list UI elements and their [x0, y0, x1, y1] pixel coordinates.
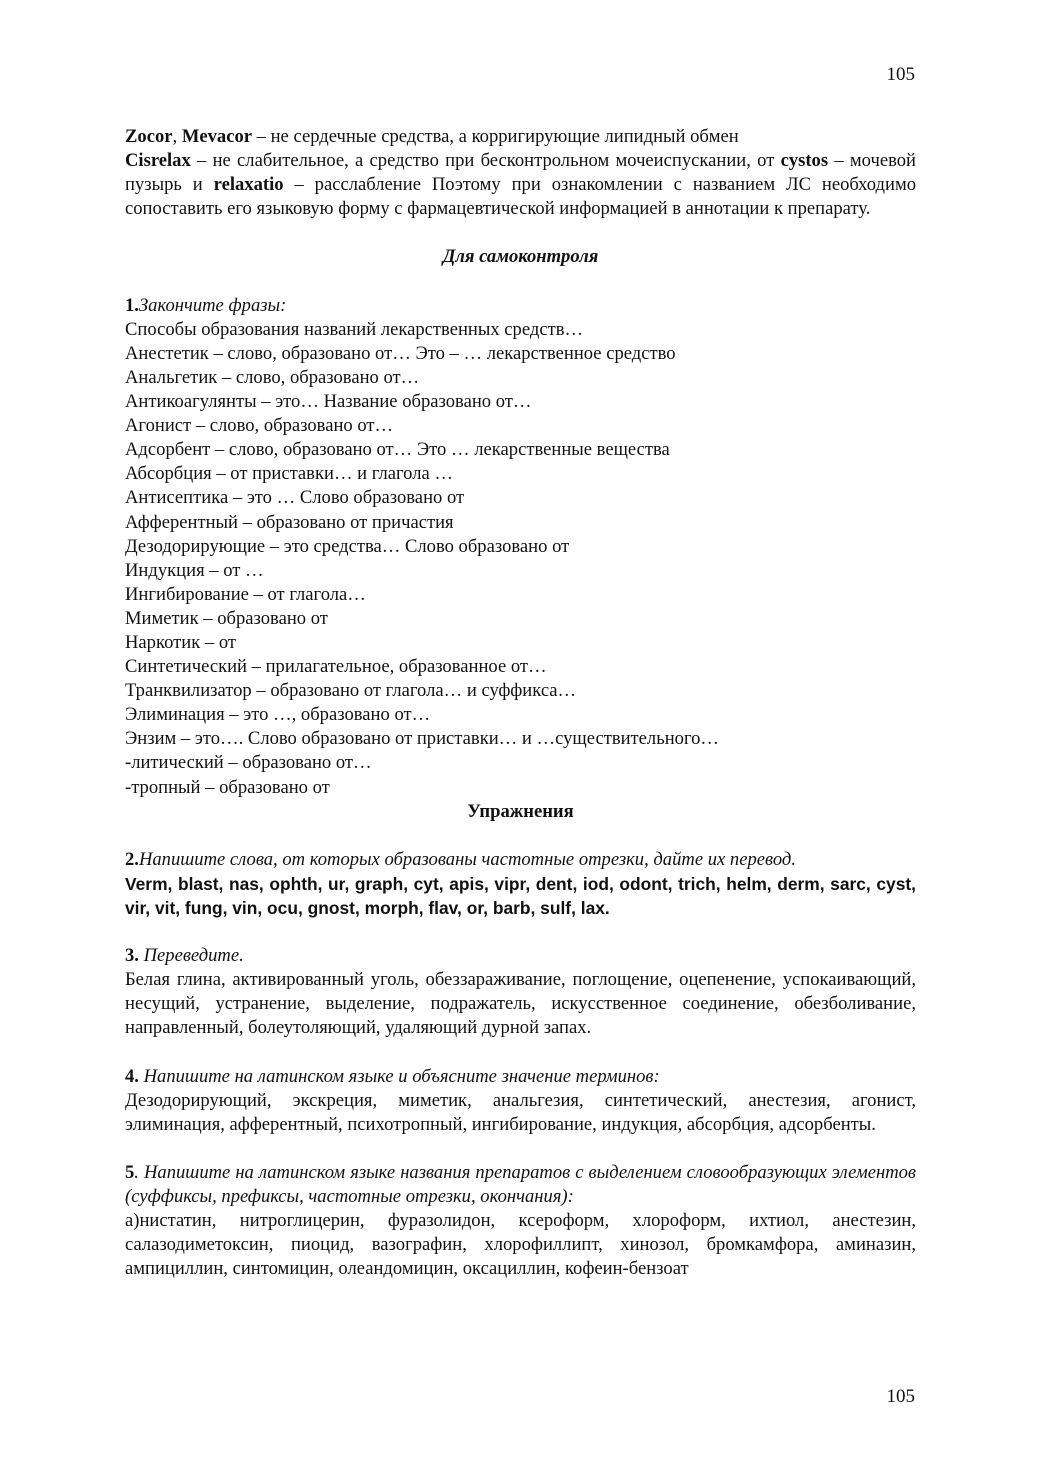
exercises-heading: Упражнения	[467, 800, 574, 822]
phrase-line: Синтетический – прилагательное, образованное от…	[125, 656, 547, 678]
exercise-3-title: Переведите.	[138, 945, 244, 967]
term-cystos: cystos	[780, 150, 829, 172]
phrase-line: Ингибирование – от глагола…	[125, 583, 366, 605]
term-mevacor: Mevacor	[181, 126, 253, 147]
phrase-line: Дезодорирующие – это средства… Слово образовано от	[125, 535, 570, 557]
phrase-line: Энзим – это…. Слово образовано от приставки… и …существительного…	[125, 728, 719, 750]
phrase-line: Афферентный – образовано от причастия	[125, 511, 454, 533]
phrase-line: Абсорбция – от приставки… и глагола …	[125, 463, 453, 485]
exercise-4-title: Напишите на латинском языке и объясните значение терминов:	[138, 1065, 660, 1087]
exercise-4-number: 4.	[125, 1065, 139, 1087]
page-number-bottom: 105	[886, 1386, 915, 1407]
intro-line1-text: – не сердечные средства, а корригирующие липидный обмен	[252, 126, 739, 147]
task-1-title: Закончите фразы:	[138, 294, 287, 316]
intro-comma: ,	[172, 126, 182, 147]
phrase-line: -тропный – образовано от	[125, 776, 330, 798]
phrase-line: Адсорбент – слово, образовано от… Это … лекарственные вещества	[125, 439, 670, 461]
task-1-number: 1.	[125, 294, 139, 316]
intro-line-1	[125, 125, 916, 149]
phrase-line: Антикоагулянты – это… Название образовано от…	[125, 391, 532, 413]
intro-text-b: – мочевой пузырь и	[125, 150, 916, 196]
phrase-line: Способы образования названий лекарственных средств…	[125, 318, 584, 340]
phrase-line: Анальгетик – слово, образовано от…	[125, 366, 420, 388]
exercise-2-words: Verm, blast, nas, ophth, ur, graph, cyt, apis, vipr, dent, iod, odont, trich, helm, derm, sarc, cyst, vir, vit, fung, vin, ocu, gnost, morph, flav, or, barb, sulf, lax.	[125, 873, 916, 918]
exercise-5-title: . Напишите на латинском языке названия препаратов с выделением словообразующих элементов (суффиксы, префиксы, частотные отрезки, окончания):	[125, 1162, 916, 1208]
exercise-2-header	[125, 848, 916, 872]
exercise-5-number: 5	[125, 1162, 135, 1184]
phrase-line: Индукция – от …	[125, 559, 264, 581]
intro-text-c: – расслабление Поэтому при ознакомлении с названием ЛС необходимо сопоставить его языковую форму с фармацевтической информацией в аннотации к препарату.	[125, 174, 917, 220]
page-content	[125, 125, 916, 1282]
phrase-line: Агонист – слово, образовано от…	[125, 415, 394, 437]
page-number-top: 105	[886, 64, 915, 85]
exercise-3-header	[125, 944, 916, 968]
phrase-line: Анестетик – слово, образовано от… Это – … лекарственное средство	[125, 342, 676, 364]
phrase-line: -литический – образовано от…	[125, 752, 372, 774]
exercise-5-header	[125, 1161, 916, 1209]
exercise-3-text: Белая глина, активированный уголь, обеззараживание, поглощение, оцепенение, успокаивающий, несущий, устранение, выделение, подражатель, искусственное соединение, обезболивание, направленный, болеутоляющий, удаляющий дурной запах.	[125, 969, 916, 1039]
phrase-line: Миметик – образовано от	[125, 607, 328, 629]
self-control-heading: Для самоконтроля	[442, 246, 599, 268]
intro-paragraph	[125, 149, 916, 221]
task-1-header	[125, 294, 916, 318]
term-cisrelax: Cisrelax	[125, 150, 191, 172]
exercise-2-number: 2.	[125, 848, 139, 870]
phrase-line: Транквилизатор – образовано от глагола… и суффикса…	[125, 680, 577, 702]
exercise-4-header	[125, 1065, 916, 1089]
exercise-2-title: Напишите слова, от которых образованы частотные отрезки, дайте их перевод.	[138, 848, 796, 870]
phrase-line: Элиминация – это …, образовано от…	[125, 704, 431, 726]
intro-text-a: – не слабительное, а средство при бесконтрольном мочеиспускании, от	[190, 150, 781, 172]
exercise-4-text: Дезодорирующий, экскреция, миметик, анальгезия, синтетический, анестезия, агонист, элиминация, афферентный, психотропный, ингибирование, индукция, абсорбция, адсорбенты.	[125, 1089, 916, 1135]
phrase-line: Наркотик – от	[125, 631, 236, 653]
phrase-line: Антисептика – это … Слово образовано от	[125, 487, 465, 509]
exercise-5-text: а)нистатин, нитроглицерин, фуразолидон, ксероформ, хлороформ, ихтиол, анестезин, салазодиметоксин, пиоцид, вазографин, хлорофиллипт, хинозол, бромкамфора, аминазин, ампициллин, синтомицин, олеандомицин, оксациллин, кофеин-бензоат	[125, 1210, 916, 1280]
term-relaxatio: relaxatio	[213, 174, 284, 196]
exercise-3-number: 3.	[125, 945, 139, 967]
term-zocor: Zocor	[125, 126, 173, 147]
